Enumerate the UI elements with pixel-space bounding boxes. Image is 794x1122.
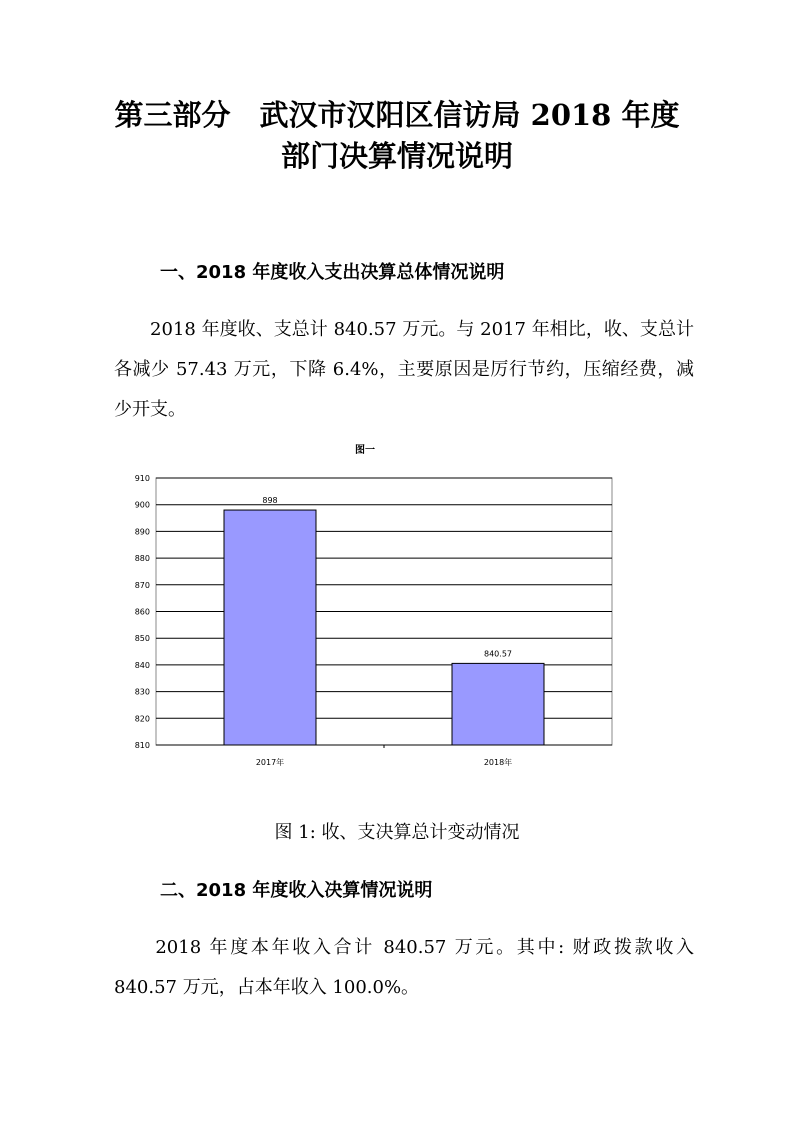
bar-chart bbox=[110, 435, 630, 775]
y-tick-label: 890 bbox=[134, 527, 150, 537]
bar bbox=[452, 663, 544, 745]
page-title-line1: 第三部分 武汉市汉阳区信访局 2018 年度 bbox=[114, 98, 680, 132]
chart-title: 图一 bbox=[355, 445, 375, 456]
y-tick-label: 850 bbox=[134, 634, 150, 644]
y-tick-label: 870 bbox=[134, 580, 150, 590]
y-tick-label: 840 bbox=[134, 660, 150, 670]
section2-heading: 二、2018 年度收入决算情况说明 bbox=[160, 880, 433, 901]
y-tick-label: 900 bbox=[134, 500, 150, 510]
y-tick-label: 860 bbox=[134, 607, 150, 617]
section2-paragraph: 2018 年度本年收入合计 840.57 万元。其中: 财政拨款收入 840.57 万元，占本年收入 100.0%。 bbox=[114, 937, 694, 998]
x-tick-label: 2018年 bbox=[483, 758, 513, 767]
y-tick-label: 810 bbox=[134, 741, 150, 750]
section1-paragraph: 2018 年度收、支总计 840.57 万元。与 2017 年相比，收、支总计各减少 57.43 万元，下降 6.4%，主要原因是厉行节约，压缩经费，减少开支。 bbox=[114, 319, 694, 420]
y-tick-label: 910 bbox=[134, 474, 150, 483]
y-tick-label: 880 bbox=[134, 554, 150, 564]
bar-data-label: 898 bbox=[262, 496, 278, 506]
bar-data-label: 840.57 bbox=[484, 649, 512, 659]
bar bbox=[224, 510, 316, 745]
y-tick-label: 830 bbox=[134, 687, 150, 697]
figure-caption: 图 1: 收、支决算总计变动情况 bbox=[274, 822, 520, 843]
x-tick-label: 2017年 bbox=[255, 758, 285, 767]
section1-heading: 一、2018 年度收入支出决算总体情况说明 bbox=[160, 262, 505, 283]
page-title-line2: 部门决算情况说明 bbox=[280, 139, 513, 173]
y-tick-label: 820 bbox=[134, 714, 150, 724]
